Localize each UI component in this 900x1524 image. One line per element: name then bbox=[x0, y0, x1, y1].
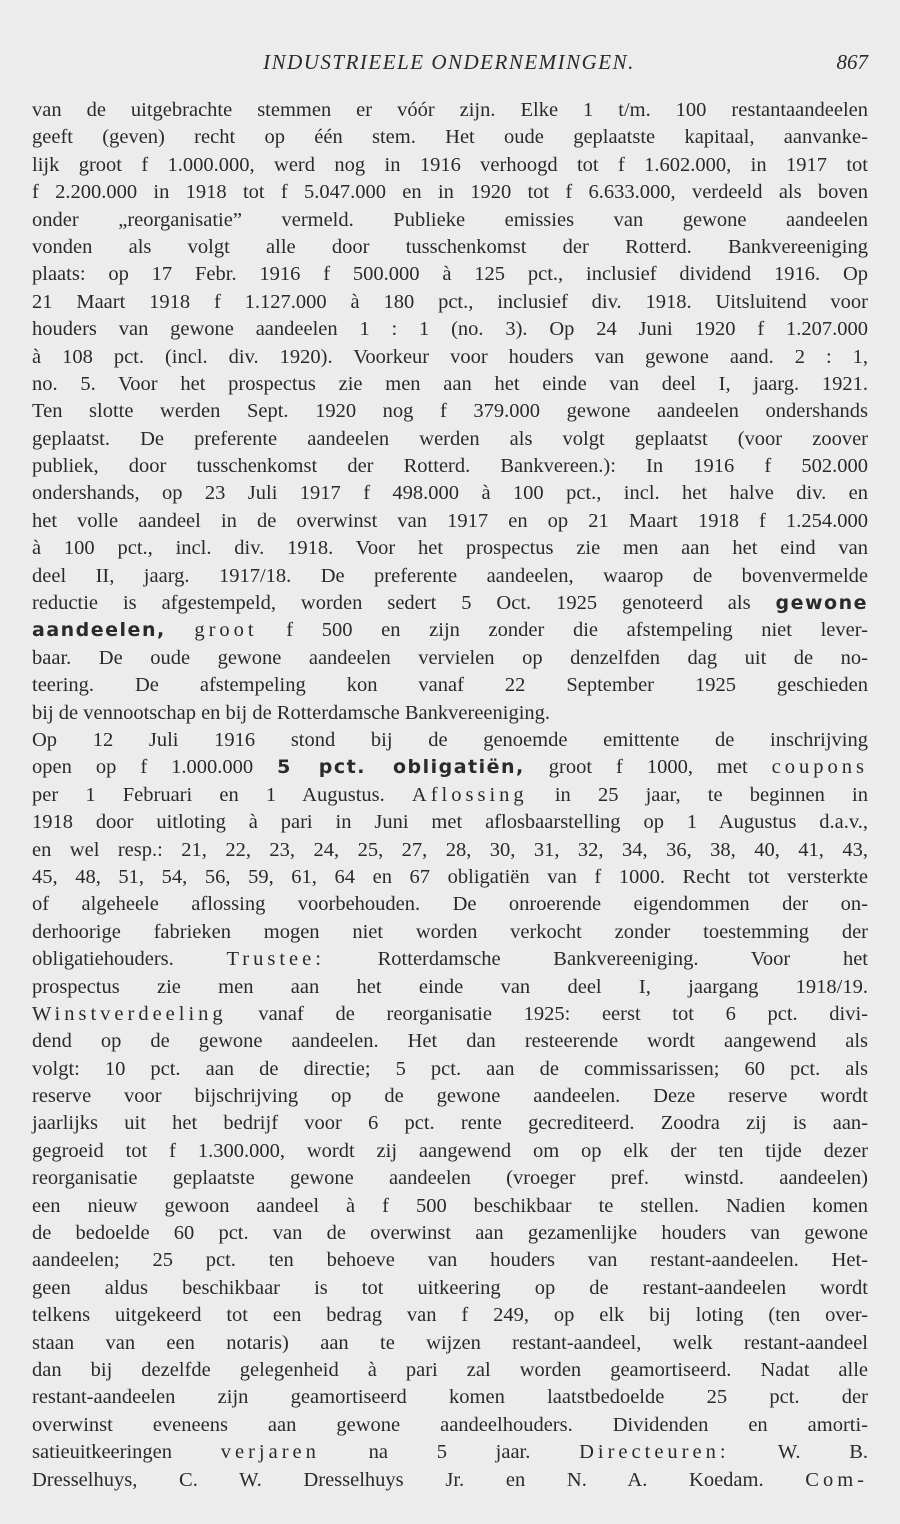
text-line: geen aldus beschikbaar is tot uitkeering op de restant-aandeelen wordt bbox=[32, 1276, 868, 1299]
text-line: prospectus zie men aan het einde van deel I, jaargang 1918/19. bbox=[32, 975, 868, 998]
text-line bbox=[32, 1001, 868, 1028]
text-line: f 2.200.000 in 1918 tot f 5.047.000 en in 1920 tot f 6.633.000, verdeeld als boven bbox=[32, 181, 868, 204]
text-line: of algeheele aflossing voorbehouden. De onroerende eigendommen der on- bbox=[32, 893, 868, 916]
aandeelen-heading: aandeelen, bbox=[32, 619, 166, 642]
text-line: à 108 pct. (incl. div. 1920). Voorkeur voor houders van gewone aand. 2 : 1, bbox=[32, 345, 868, 368]
text-line: onder „reorganisatie” vermeld. Publieke emissies van gewone aandeelen bbox=[32, 208, 868, 231]
spaced-term-groot: groot bbox=[194, 619, 258, 642]
text-line: deel II, jaarg. 1917/18. De preferente aandeelen, waarop de bovenvermelde bbox=[32, 564, 868, 587]
text-span: open op f 1.000.000 bbox=[32, 756, 254, 779]
body-paragraph bbox=[32, 97, 868, 1494]
text-span: vanaf de reorganisatie 1925: eerst tot 6 pct. divi- bbox=[258, 1002, 869, 1025]
gewone-heading: gewone bbox=[775, 592, 869, 615]
text-line: en wel resp.: 21, 22, 23, 24, 25, 27, 28, 30, 31, 32, 34, 36, 38, 40, 41, 43, bbox=[32, 838, 868, 861]
text-line: bij de vennootschap en bij de Rotterdamsche Bankvereeniging. bbox=[32, 701, 551, 724]
text-line bbox=[32, 1467, 868, 1494]
text-line bbox=[32, 782, 868, 809]
text-line: aandeelen; 25 pct. ten behoeve van houders van restant-aandeelen. Het- bbox=[32, 1249, 868, 1272]
text-line: reserve voor bijschrijving op de gewone aandeelen. Deze reserve wordt bbox=[32, 1085, 868, 1108]
text-span: W. B. bbox=[777, 1441, 869, 1464]
text-line: jaarlijks uit het bedrijf voor 6 pct. rente gecrediteerd. Zoodra zij is aan- bbox=[32, 1112, 868, 1135]
text-line: restant-aandeelen zijn geamortiseerd komen laatstbedoelde 25 pct. der bbox=[32, 1386, 868, 1409]
spaced-term-verjaren: verjaren bbox=[220, 1441, 320, 1464]
spaced-term-trustee: Trustee: bbox=[226, 948, 325, 971]
text-line bbox=[32, 946, 868, 973]
text-line: overwinst eveneens aan gewone aandeelhouders. Dividenden en amorti- bbox=[32, 1413, 868, 1436]
text-span: na 5 jaar. bbox=[368, 1441, 531, 1464]
text-line bbox=[32, 1439, 868, 1466]
text-span: groot f 1000, met bbox=[548, 756, 748, 779]
text-line: Ten slotte werden Sept. 1920 nog f 379.000 gewone aandeelen ondershands bbox=[32, 400, 868, 423]
text-line: 21 Maart 1918 f 1.127.000 à 180 pct., inclusief div. 1918. Uitsluitend voor bbox=[32, 290, 868, 313]
text-line: van de uitgebrachte stemmen er vóór zijn. Elke 1 t/m. 100 restantaandeelen bbox=[32, 99, 868, 121]
text-line: dend op de gewone aandeelen. Het dan resteerende wordt aangewend als bbox=[32, 1030, 868, 1053]
text-line: gegroeid tot f 1.300.000, wordt zij aangewend om op elk der ten tijde dezer bbox=[32, 1139, 868, 1162]
text-span: Rotterdamsche Bankvereeniging. Voor het bbox=[377, 948, 868, 971]
text-span: satieuitkeeringen bbox=[32, 1441, 173, 1464]
text-line: 45, 48, 51, 54, 56, 59, 61, 64 en 67 obligatiën van f 1000. Recht tot versterkte bbox=[32, 865, 868, 888]
text-line: telkens uitgekeerd tot een bedrag van f 249, op elk bij loting (ten over- bbox=[32, 1304, 868, 1327]
running-head bbox=[30, 50, 868, 80]
text-span: reductie is afgestempeld, worden sedert 5 Oct. 1925 genoteerd als bbox=[32, 592, 751, 615]
text-line bbox=[32, 754, 868, 781]
text-line: het volle aandeel in de overwinst van 1917 en op 21 Maart 1918 f 1.254.000 bbox=[32, 509, 868, 532]
text-line: volgt: 10 pct. aan de directie; 5 pct. aan de commissarissen; 60 pct. als bbox=[32, 1057, 868, 1080]
text-span: obligatiehouders. bbox=[32, 948, 174, 971]
spaced-term-directeuren: Directeuren: bbox=[579, 1441, 730, 1464]
running-head-title: INDUSTRIEELE ONDERNEMINGEN. bbox=[263, 50, 635, 74]
text-line: staan van een notaris) aan te wijzen restant-aandeel, welk restant-aandeel bbox=[32, 1331, 868, 1354]
text-line: de bedoelde 60 pct. van de overwinst aan gezamenlijke houders van gewone bbox=[32, 1222, 868, 1245]
text-line: 1918 door uitloting à pari in Juni met aflosbaarstelling op 1 Augustus d.a.v., bbox=[32, 811, 868, 834]
text-line: een nieuw gewoon aandeel à f 500 beschikbaar te stellen. Nadien komen bbox=[32, 1194, 868, 1217]
text-line: geplaatst. De preferente aandeelen werden als volgt geplaatst (voor zoover bbox=[32, 427, 868, 450]
text-line: ondershands, op 23 Juli 1917 f 498.000 à 100 pct., incl. het halve div. en bbox=[32, 482, 868, 505]
obligatien-heading: 5 pct. obligatiën, bbox=[277, 756, 525, 779]
spaced-term-aflossing: Aflossing bbox=[411, 783, 528, 806]
text-line: lijk groot f 1.000.000, werd nog in 1916 verhoogd tot f 1.602.000, in 1917 tot bbox=[32, 153, 868, 176]
page-number: 867 bbox=[836, 50, 868, 74]
text-line bbox=[32, 617, 868, 644]
text-line: Op 12 Juli 1916 stond bij de genoemde emittente de inschrijving bbox=[32, 728, 868, 751]
text-span: in 25 jaar, te beginnen in bbox=[554, 783, 869, 806]
spaced-term-com: Com- bbox=[805, 1468, 868, 1491]
spaced-term-coupons: coupons bbox=[771, 756, 868, 779]
text-line: geeft (geven) recht op één stem. Het oude geplaatste kapitaal, aanvanke- bbox=[32, 126, 868, 149]
text-line: à 100 pct., incl. div. 1918. Voor het prospectus zie men aan het eind van bbox=[32, 537, 868, 560]
text-line: publiek, door tusschenkomst der Rotterd. Bankvereen.): In 1916 f 502.000 bbox=[32, 455, 868, 478]
text-line: vonden als volgt alle door tusschenkomst der Rotterd. Bankvereeniging bbox=[32, 235, 868, 258]
text-line: reorganisatie geplaatste gewone aandeelen (vroeger pref. winstd. aandeelen) bbox=[32, 1167, 868, 1190]
text-span: Dresselhuys, C. W. Dresselhuys Jr. en N. A. Koedam. bbox=[32, 1468, 764, 1491]
text-line: no. 5. Voor het prospectus zie men aan het einde van deel I, jaarg. 1921. bbox=[32, 372, 868, 395]
text-span: f 500 en zijn zonder die afstempeling niet lever- bbox=[286, 619, 869, 642]
text-span: per 1 Februari en 1 Augustus. bbox=[32, 783, 385, 806]
text-line bbox=[32, 590, 868, 617]
text-line: derhoorige fabrieken mogen niet worden verkocht zonder toestemming der bbox=[32, 920, 868, 943]
text-line: teering. De afstempeling kon vanaf 22 September 1925 geschieden bbox=[32, 674, 868, 697]
text-line: houders van gewone aandeelen 1 : 1 (no. 3). Op 24 Juni 1920 f 1.207.000 bbox=[32, 318, 868, 341]
text-line: dan bij dezelfde gelegenheid à pari zal worden geamortiseerd. Nadat alle bbox=[32, 1358, 868, 1381]
spaced-term-winstverdeeling: Winstverdeeling bbox=[32, 1002, 227, 1025]
text-line: plaats: op 17 Febr. 1916 f 500.000 à 125 pct., inclusief dividend 1916. Op bbox=[32, 263, 868, 286]
text-line: baar. De oude gewone aandeelen vervielen op denzelfden dag uit de no- bbox=[32, 646, 868, 669]
